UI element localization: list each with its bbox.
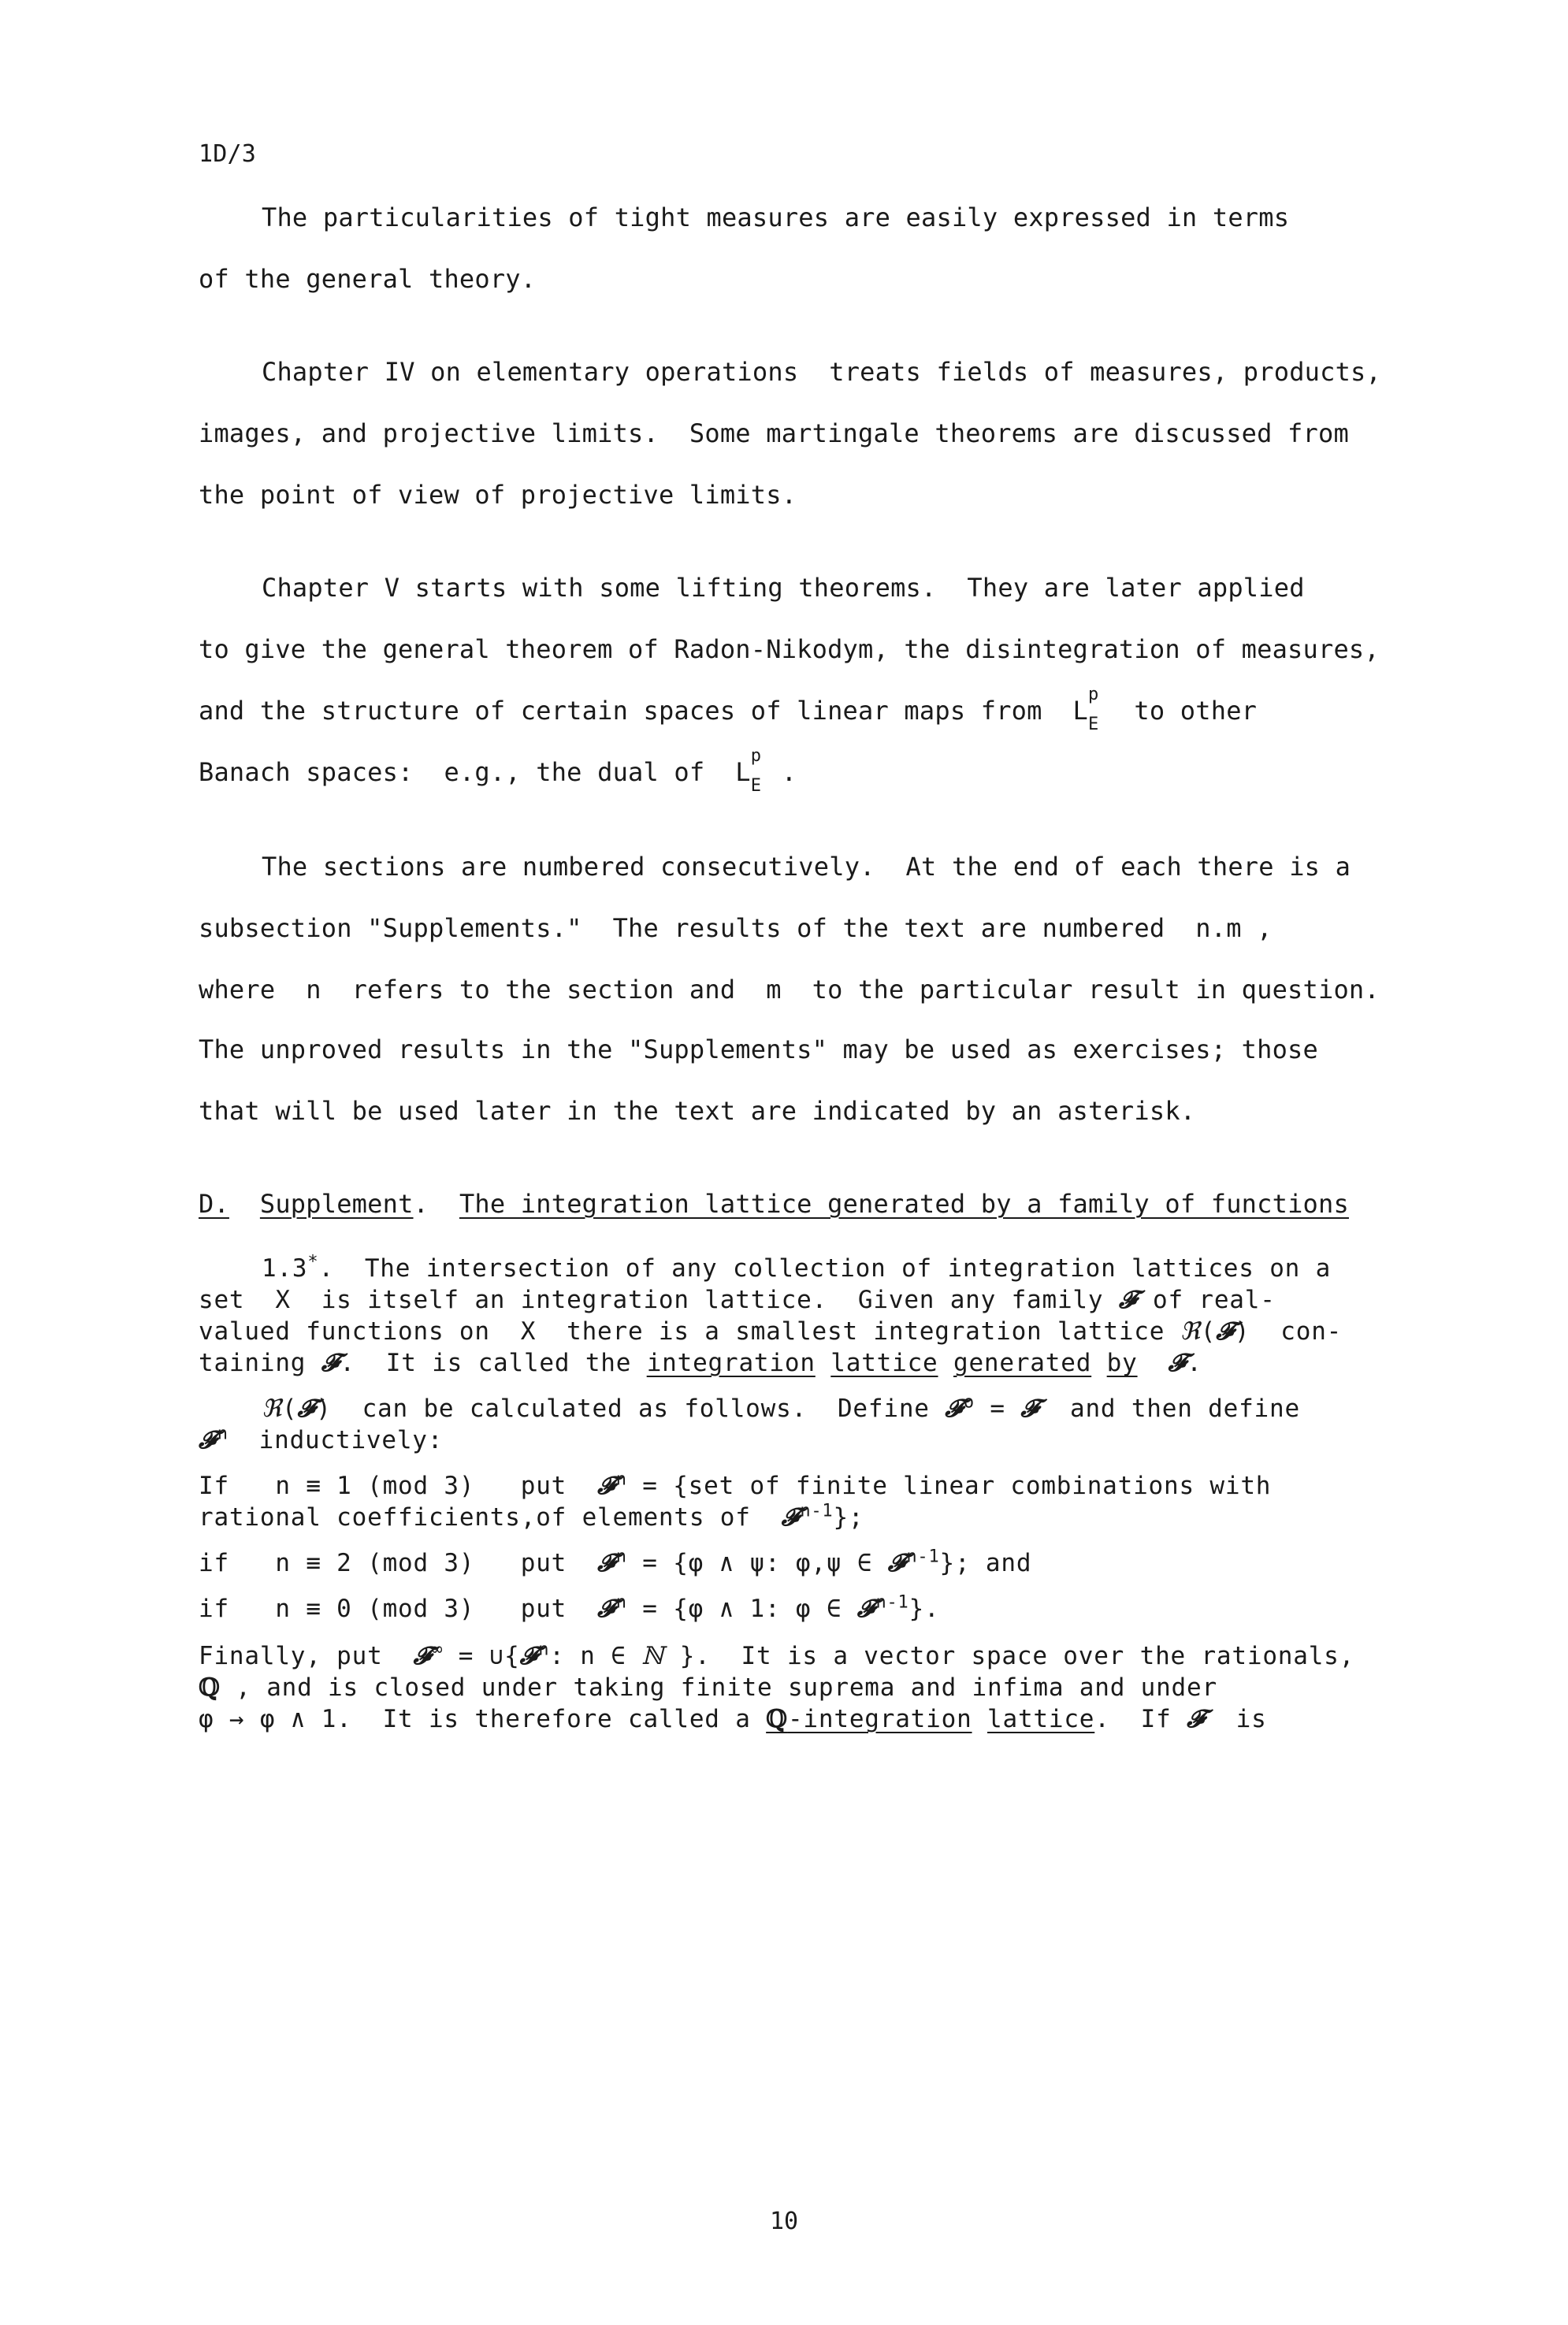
paragraph-line: images, and projective limits. Some martingale theorems are discussed from bbox=[199, 418, 1349, 448]
page-number: 10 bbox=[769, 2208, 799, 2235]
text-run: Finally, put bbox=[199, 1642, 414, 1670]
naturals-symbol: ℕ bbox=[641, 1642, 665, 1670]
text-run: = bbox=[974, 1395, 1021, 1423]
text-run: . The intersection of any collection of integration lattices on a bbox=[318, 1254, 1332, 1283]
lp-space-symbol bbox=[750, 746, 766, 796]
family-symbol: 𝓕 bbox=[1020, 1395, 1040, 1423]
paragraph-line: to give the general theorem of Radon-Nikodym, the disintegration of measures, bbox=[199, 634, 1380, 664]
text-run: = {set of finite linear combinations with bbox=[626, 1472, 1272, 1500]
text-run: }; bbox=[833, 1503, 864, 1532]
text-run: : n ∈ bbox=[549, 1642, 642, 1670]
text-run: = {φ ∧ 1: φ ∈ bbox=[626, 1595, 857, 1623]
text-run: rational coefficients,of elements of bbox=[199, 1503, 782, 1532]
text-run: ( bbox=[282, 1395, 298, 1423]
text-run: is bbox=[1205, 1705, 1267, 1733]
section-heading bbox=[199, 1188, 1349, 1220]
paragraph-line: The particularities of tight measures are easily expressed in terms bbox=[262, 202, 1290, 232]
paragraph-line bbox=[199, 746, 797, 796]
text-run: ( bbox=[1200, 1317, 1217, 1346]
calc-line bbox=[262, 1393, 1300, 1424]
text-run: Banach spaces: e.g., the dual of L bbox=[199, 757, 751, 787]
paragraph-line: The sections are numbered consecutively. At the end of each there is a bbox=[262, 852, 1351, 882]
text-run: of real- bbox=[1137, 1286, 1276, 1314]
family-symbol: 𝓕 bbox=[856, 1595, 876, 1623]
superscript: n-1 bbox=[875, 1592, 909, 1613]
family-symbol: 𝓕 bbox=[1216, 1317, 1235, 1346]
superscript: n-1 bbox=[800, 1501, 834, 1521]
superscript: p bbox=[750, 746, 762, 766]
space bbox=[972, 1705, 987, 1733]
item-number: 1.3 bbox=[262, 1254, 308, 1283]
paragraph-line: that will be used later in the text are indicated by an asterisk. bbox=[199, 1096, 1196, 1126]
text-run: to other bbox=[1103, 696, 1258, 726]
space bbox=[1138, 1349, 1169, 1377]
family-symbol: 𝓕 bbox=[887, 1549, 907, 1577]
text-run: ) con- bbox=[1234, 1317, 1343, 1346]
paragraph-line: the point of view of projective limits. bbox=[199, 480, 797, 510]
superscript: n bbox=[615, 1592, 627, 1613]
space bbox=[1091, 1349, 1106, 1377]
text-run: and then define bbox=[1039, 1395, 1300, 1423]
text-run: }. It is a vector space over the rationals, bbox=[664, 1642, 1355, 1670]
text-run: . If bbox=[1094, 1705, 1187, 1733]
calc-line bbox=[199, 1470, 1271, 1502]
text-run: set X is itself an integration lattice. Given any family bbox=[199, 1286, 1119, 1314]
paragraph-line: subsection "Supplements." The results of the text are numbered n.m , bbox=[199, 913, 1273, 943]
text-run: . It is called the bbox=[340, 1349, 647, 1377]
defined-term: by bbox=[1106, 1349, 1138, 1377]
family-symbol: 𝓕 bbox=[597, 1472, 616, 1500]
defined-term: integration bbox=[646, 1349, 816, 1377]
item-line bbox=[262, 1253, 1331, 1284]
lp-space-symbol bbox=[1088, 685, 1103, 734]
text-run: = ∪{ bbox=[443, 1642, 520, 1670]
defined-term: lattice bbox=[987, 1705, 1095, 1733]
family-symbol: 𝓕 bbox=[1118, 1286, 1138, 1314]
family-symbol: 𝓕 bbox=[1187, 1705, 1206, 1733]
text-run: taining bbox=[199, 1349, 321, 1377]
space bbox=[938, 1349, 953, 1377]
text-run: inductively: bbox=[228, 1426, 444, 1454]
family-symbol: 𝓕 bbox=[781, 1503, 801, 1532]
paragraph-line: The unproved results in the "Supplements" may be used as exercises; those bbox=[199, 1034, 1318, 1064]
paragraph-line: where n refers to the section and m to the particular result in question. bbox=[199, 975, 1380, 1005]
text-run: . bbox=[1187, 1349, 1202, 1377]
superscript: n bbox=[538, 1640, 550, 1660]
superscript: n bbox=[217, 1424, 229, 1444]
calc-line bbox=[199, 1640, 1354, 1672]
calc-line bbox=[199, 1703, 1267, 1735]
calc-line bbox=[199, 1424, 443, 1456]
superscript: ∞ bbox=[432, 1640, 444, 1660]
rationals-symbol: ℚ bbox=[766, 1705, 788, 1733]
defined-term: generated bbox=[953, 1349, 1092, 1377]
family-symbol: 𝓕 bbox=[597, 1549, 616, 1577]
superscript: n bbox=[615, 1547, 627, 1567]
section-dot: . bbox=[413, 1189, 429, 1219]
rationals-symbol: ℚ bbox=[199, 1673, 221, 1702]
section-title: The integration lattice generated by a family of functions bbox=[459, 1189, 1349, 1219]
text-run: valued functions on X there is a smallest integration lattice bbox=[199, 1317, 1180, 1346]
family-symbol: 𝓕 bbox=[1168, 1349, 1187, 1377]
text-run: if n ≡ 2 (mod 3) put bbox=[199, 1549, 598, 1577]
defined-term: lattice bbox=[830, 1349, 938, 1377]
item-line bbox=[199, 1347, 1202, 1379]
item-line bbox=[199, 1316, 1342, 1347]
calc-line bbox=[199, 1502, 864, 1533]
family-symbol: 𝓕 bbox=[413, 1642, 433, 1670]
page-header: 1D/3 bbox=[199, 140, 257, 168]
paragraph-line bbox=[199, 685, 1258, 734]
family-symbol: 𝓕 bbox=[297, 1395, 317, 1423]
text-run: and the structure of certain spaces of linear maps from L bbox=[199, 696, 1089, 726]
text-run: . bbox=[766, 757, 797, 787]
family-symbol: 𝓕 bbox=[199, 1426, 217, 1454]
section-letter: D. bbox=[199, 1189, 229, 1219]
calc-line bbox=[199, 1672, 1217, 1703]
item-line bbox=[199, 1284, 1276, 1316]
section-supplement: Supplement bbox=[259, 1189, 414, 1219]
paragraph-line: Chapter IV on elementary operations treats fields of measures, products, bbox=[262, 357, 1381, 387]
family-symbol: 𝓕 bbox=[321, 1349, 340, 1377]
superscript: o bbox=[963, 1392, 975, 1413]
text-run: If n ≡ 1 (mod 3) put bbox=[199, 1472, 598, 1500]
superscript: p bbox=[1088, 685, 1099, 704]
superscript: n bbox=[615, 1469, 627, 1490]
text-run: }; and bbox=[939, 1549, 1032, 1577]
text-run: if n ≡ 0 (mod 3) put bbox=[199, 1595, 598, 1623]
paragraph-line: of the general theory. bbox=[199, 264, 537, 294]
text-run: , and is closed under taking finite suprema and infima and under bbox=[220, 1673, 1217, 1702]
text-run: }. bbox=[908, 1595, 940, 1623]
superscript: n-1 bbox=[906, 1547, 940, 1567]
calc-line bbox=[199, 1593, 940, 1625]
lattice-symbol: ℜ bbox=[262, 1395, 283, 1423]
family-symbol: 𝓕 bbox=[519, 1642, 539, 1670]
paragraph-line: Chapter V starts with some lifting theorems. They are later applied bbox=[262, 573, 1305, 603]
family-symbol: 𝓕 bbox=[597, 1595, 616, 1623]
lattice-symbol: ℜ bbox=[1180, 1317, 1201, 1346]
defined-term: -integration bbox=[787, 1705, 972, 1733]
subscript: E bbox=[750, 776, 762, 796]
family-symbol: 𝓕 bbox=[945, 1395, 964, 1423]
text-run: = {φ ∧ ψ: φ,ψ ∈ bbox=[626, 1549, 888, 1577]
asterisk-mark: * bbox=[307, 1252, 319, 1272]
space bbox=[816, 1349, 830, 1377]
calc-line bbox=[199, 1547, 1031, 1579]
subscript: E bbox=[1088, 715, 1099, 734]
text-run: ) can be calculated as follows. Define bbox=[316, 1395, 946, 1423]
text-run: φ → φ ∧ 1. It is therefore called a bbox=[199, 1705, 767, 1733]
